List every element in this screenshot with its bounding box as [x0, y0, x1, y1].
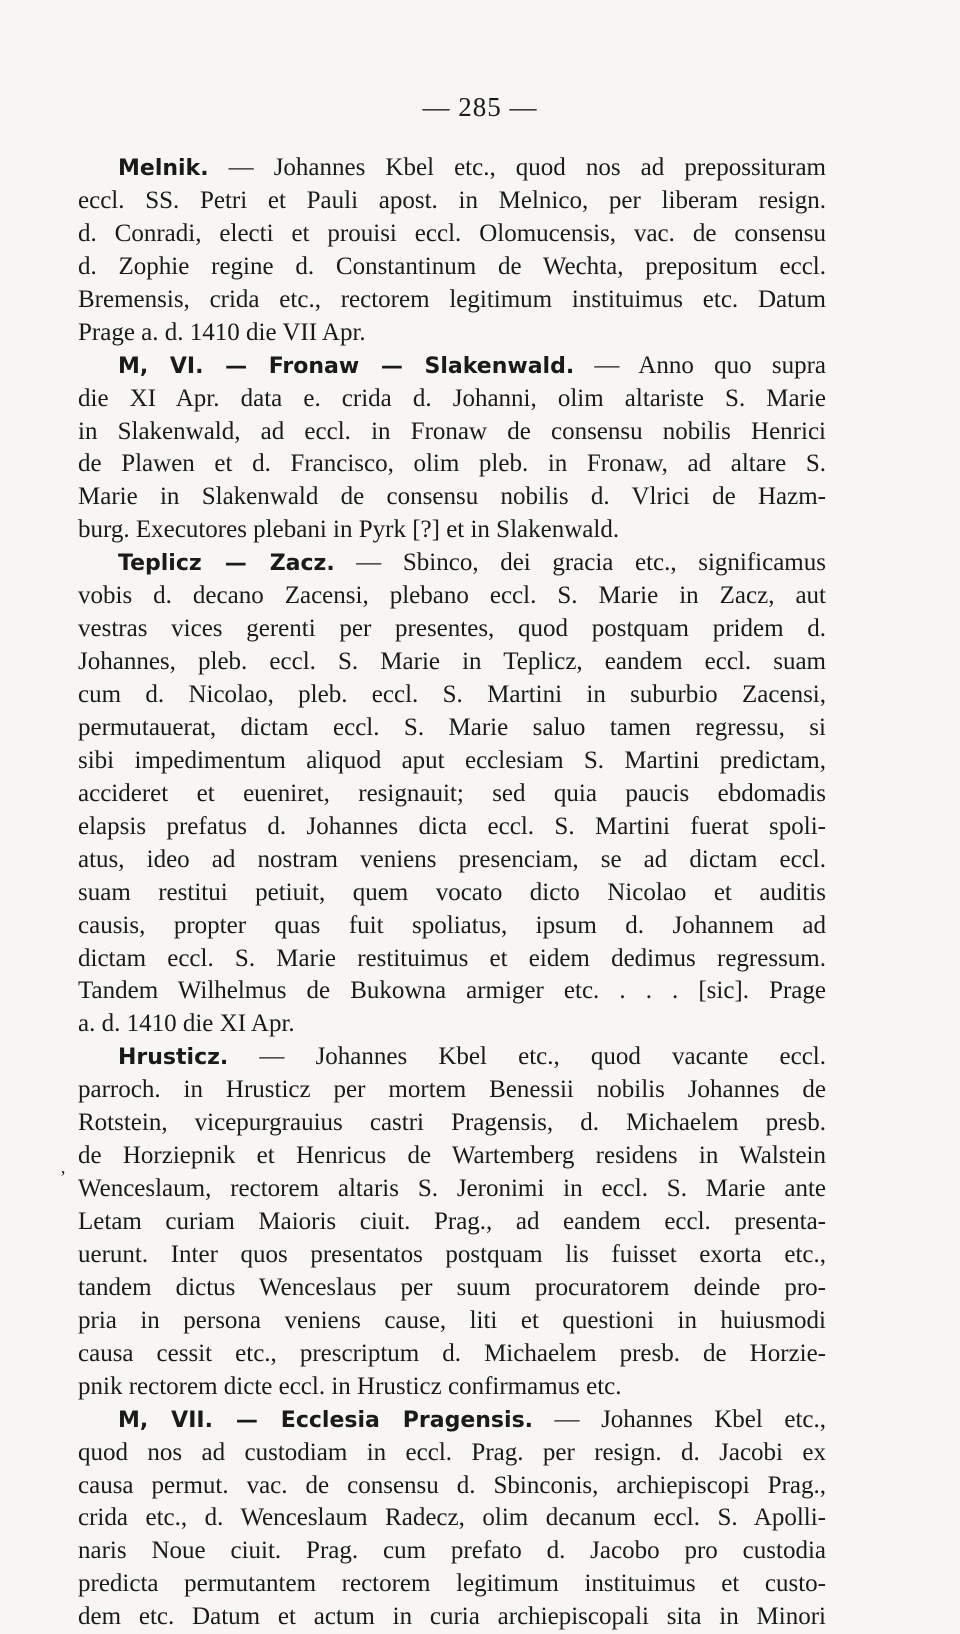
line-text: burg. Executores plebani in Pyrk [?] et in Slakenwald. [78, 516, 620, 544]
line-text: Bremensis, crida etc., rectorem legitimum instituimus etc. Datum [78, 285, 826, 313]
line-text: die XI Apr. data e. crida d. Johanni, olim altariste S. Marie [78, 384, 826, 412]
line-text: Letam curiam Maioris ciuit. Prag., ad eandem eccl. presenta- [78, 1208, 826, 1235]
line-text: Prage a. d. 1410 die VII Apr. [78, 318, 366, 346]
line-text: dictam eccl. S. Marie restituimus et eidem dedimus regressum. [78, 944, 826, 972]
entry-heading: Teplicz — Zacz. [118, 551, 335, 577]
text-line [78, 1338, 826, 1371]
line-text: suam restitui petiuit, quem vocato dicto Nicolao et auditis [78, 878, 826, 906]
text-line [78, 416, 826, 449]
body-text [78, 152, 826, 1634]
line-text: crida etc., d. Wenceslaum Radecz, olim decanum eccl. S. Apolli- [78, 1504, 826, 1532]
text-line [78, 251, 826, 284]
line-text: — Johannes Kbel etc., quod nos ad prepossituram [208, 154, 826, 181]
margin-mark: ’ [60, 1167, 66, 1187]
entry-heading-line [78, 152, 826, 185]
line-text: accideret et eueniret, resignauit; sed quia paucis ebdomadis [78, 779, 826, 807]
entry-heading-line [78, 350, 826, 383]
text-line [78, 481, 826, 514]
text-line [78, 1371, 826, 1404]
line-text: Rotstein, vicepurgrauius castri Pragensis, d. Michaelem presb. [78, 1109, 826, 1137]
line-text: tandem dictus Wenceslaus per suum procuratorem deinde pro- [78, 1273, 826, 1301]
entry-heading-line [78, 547, 826, 580]
text-line [78, 1272, 826, 1305]
text-line [78, 1535, 826, 1568]
text-line [78, 811, 826, 844]
text-line [78, 613, 826, 646]
line-text: d. Conradi, electi et prouisi eccl. Olomucensis, vac. de consensu [78, 219, 826, 247]
line-text: causa cessit etc., prescriptum d. Michaelem presb. de Horzie- [78, 1339, 826, 1367]
text-line [78, 745, 826, 778]
entry-heading-line [78, 1404, 826, 1437]
text-line [78, 284, 826, 317]
text-line [78, 778, 826, 811]
page-number: — 285 — [422, 92, 538, 122]
text-line [78, 910, 826, 943]
line-text: causis, propter quas fuit spoliatus, ipsum d. Johannem ad [78, 911, 826, 939]
text-line [78, 514, 826, 547]
text-line [78, 1470, 826, 1503]
line-text: eccl. SS. Petri et Pauli apost. in Melnico, per liberam resign. [78, 186, 826, 214]
line-text: in Slakenwald, ad eccl. in Fronaw de consensu nobilis Henrici [78, 417, 826, 445]
text-line [78, 1008, 826, 1041]
line-text: de Horziepnik et Henricus de Wartemberg residens in Walstein [78, 1142, 826, 1170]
line-text: pnik rectorem dicte eccl. in Hrusticz confirmamus etc. [78, 1372, 622, 1400]
entry-heading: M, VI. — Fronaw — Slakenwald. [118, 353, 575, 379]
line-text: permutauerat, dictam eccl. S. Marie saluo tamen regressu, si [78, 713, 826, 741]
line-text: causa permut. vac. de consensu d. Sbinconis, archiepiscopi Prag., [78, 1471, 826, 1499]
text-line [78, 1305, 826, 1338]
text-line [78, 877, 826, 910]
line-text: — Johannes Kbel etc., [533, 1405, 827, 1433]
text-line [78, 1206, 826, 1239]
line-text: dem etc. Datum et actum in curia archiepiscopali sita in Minori [78, 1603, 826, 1631]
text-line [78, 844, 826, 877]
text-line [78, 1173, 826, 1206]
line-text: vestras vices gerenti per presentes, quod postquam pridem d. [78, 615, 826, 643]
line-text: Wenceslaum, rectorem altaris S. Jeronimi in eccl. S. Marie ante [78, 1175, 826, 1203]
line-text: de Plawen et d. Francisco, olim pleb. in Fronaw, ad altare S. [78, 450, 826, 478]
text-line [78, 218, 826, 251]
text-line [78, 679, 826, 712]
line-text: quod nos ad custodiam in eccl. Prag. per resign. d. Jacobi ex [78, 1438, 826, 1466]
line-text: cum d. Nicolao, pleb. eccl. S. Martini in suburbio Zacensi, [78, 681, 826, 708]
line-text: uerunt. Inter quos presentatos postquam lis fuisset exorta etc., [78, 1240, 826, 1268]
line-text: predicta permutantem rectorem legitimum instituimus et custo- [78, 1570, 826, 1598]
line-text: sibi impedimentum aliquod aput ecclesiam S. Martini predictam, [78, 746, 826, 774]
text-line [78, 448, 826, 481]
line-text: — Anno quo supra [574, 351, 826, 379]
line-text: vobis d. decano Zacensi, plebano eccl. S. Marie in Zacz, aut [78, 582, 826, 610]
line-text: a. d. 1410 die XI Apr. [78, 1010, 295, 1038]
text-line [78, 1601, 826, 1634]
text-line [78, 1437, 826, 1470]
text-line [78, 1140, 826, 1173]
line-text: parroch. in Hrusticz per mortem Benessii nobilis Johannes de [78, 1076, 826, 1104]
entry-heading: Hrusticz. [118, 1045, 229, 1071]
line-text: d. Zophie regine d. Constantinum de Wechta, prepositum eccl. [78, 252, 826, 280]
line-text: naris Noue ciuit. Prag. cum prefato d. Jacobo pro custodia [78, 1537, 826, 1565]
text-line [78, 646, 826, 679]
line-text: — Johannes Kbel etc., quod vacante eccl. [228, 1043, 826, 1071]
text-line [78, 317, 826, 350]
line-text: — Sbinco, dei gracia etc., significamus [334, 549, 826, 577]
text-line [78, 1239, 826, 1272]
line-text: elapsis prefatus d. Johannes dicta eccl. S. Martini fuerat spoli- [78, 812, 826, 840]
text-line [78, 943, 826, 976]
entry-heading: Melnik. [118, 156, 209, 181]
text-line [78, 1568, 826, 1601]
text-line [78, 185, 826, 218]
entry-heading-line [78, 1041, 826, 1074]
line-text: atus, ideo ad nostram veniens presenciam, se ad dictam eccl. [78, 845, 826, 873]
line-text: pria in persona veniens cause, liti et questioni in huiusmodi [78, 1306, 826, 1334]
text-line [78, 1107, 826, 1140]
text-line [78, 1502, 826, 1535]
line-text: Tandem Wilhelmus de Bukowna armiger etc. . . . [sic]. Prage [78, 977, 826, 1005]
text-line [78, 580, 826, 613]
entry-heading: M, VII. — Ecclesia Pragensis. [118, 1407, 534, 1433]
line-text: Marie in Slakenwald de consensu nobilis d. Vlrici de Hazm- [78, 483, 826, 511]
line-text: Johannes, pleb. eccl. S. Marie in Teplicz, eandem eccl. suam [78, 648, 826, 676]
text-line [78, 712, 826, 745]
text-line [78, 975, 826, 1008]
text-line [78, 383, 826, 416]
text-line [78, 1074, 826, 1107]
